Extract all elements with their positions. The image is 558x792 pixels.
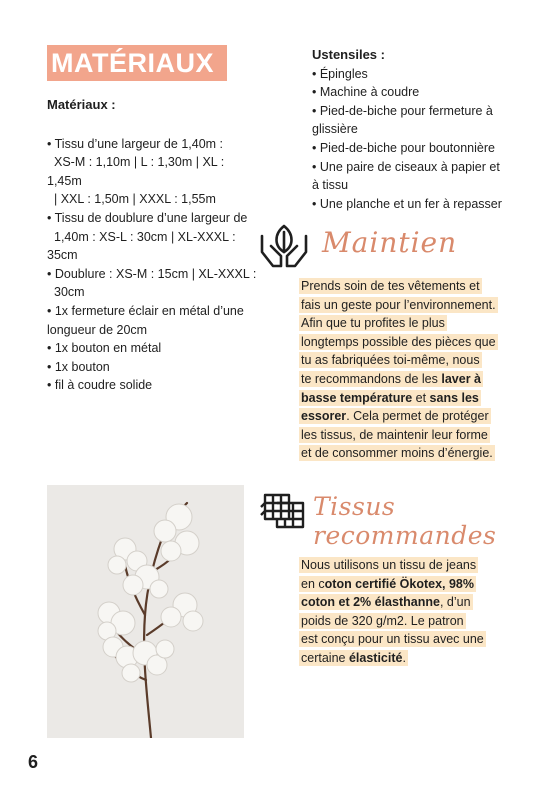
care-line xyxy=(299,390,481,406)
materials-line: • 1x bouton en métal xyxy=(47,341,162,356)
care-paragraph xyxy=(299,277,514,463)
fabric-line xyxy=(299,576,476,592)
materials-line: 1,45m xyxy=(47,173,82,188)
fabric-emphasis: oton certifié Ökotex, 98% xyxy=(324,576,474,591)
fabric-line: est conçu pour un tissu avec une xyxy=(301,632,484,647)
fabric-line: poids de 320 g/m2. Le patron xyxy=(301,613,464,628)
care-line: les tissus, de maintenir leur forme xyxy=(301,427,488,442)
tools-line: • Pied-de-biche pour boutonnière xyxy=(312,140,495,155)
materials-line: 35cm xyxy=(47,248,78,263)
care-text: et xyxy=(412,390,430,405)
tools-line: à tissu xyxy=(312,178,349,193)
fabric-text: en c xyxy=(301,576,325,591)
care-line xyxy=(299,408,491,424)
materials-line: • Tissu de doublure d’une largeur de xyxy=(47,210,248,225)
materials-line: | XXL : 1,50m | XXXL : 1,55m xyxy=(54,192,216,207)
tools-section xyxy=(312,46,522,213)
tools-line: • Épingles xyxy=(312,66,368,81)
materials-line: • fil à coudre solide xyxy=(47,378,153,393)
care-line: longtemps possible des pièces que xyxy=(301,334,496,349)
care-line: Afin que tu profites le plus xyxy=(301,316,445,331)
fabric-swatch-icon xyxy=(259,489,309,531)
care-line: et de consommer moins d’énergie. xyxy=(301,446,493,461)
care-emphasis: basse température xyxy=(301,390,413,405)
fabric-emphasis: coton et 2% élasthanne xyxy=(301,595,440,610)
care-emphasis: essorer xyxy=(301,409,347,424)
fabric-line xyxy=(299,650,408,666)
tools-heading: Ustensiles : xyxy=(312,47,385,62)
care-line: Prends soin de tes vêtements et xyxy=(301,279,480,293)
materials-line: • Doublure : XS-M : 15cm | XL-XXXL : xyxy=(47,266,257,281)
care-heading: Maintien xyxy=(322,226,458,259)
materials-heading: Matériaux : xyxy=(47,97,116,112)
care-line xyxy=(299,371,483,387)
care-emphasis: laver à xyxy=(441,371,481,386)
fabric-line xyxy=(299,594,473,610)
tools-line: • Une paire de ciseaux à papier et xyxy=(312,159,500,174)
fabric-line: Nous utilisons un tissu de jeans xyxy=(301,558,477,572)
tools-line: • Machine à coudre xyxy=(312,85,420,100)
materials-line: • Tissu d’une largeur de 1,40m : xyxy=(47,136,224,151)
materials-line: longueur de 20cm xyxy=(47,322,148,337)
materials-section xyxy=(47,96,257,395)
fabric-paragraph xyxy=(299,556,509,668)
care-line: fais un geste pour l’environnement. xyxy=(301,297,496,312)
fabric-text: certaine xyxy=(301,650,349,665)
care-text: te recommandons de les xyxy=(301,371,442,386)
tools-line: • Une planche et un fer à repasser xyxy=(312,196,502,211)
cotton-photo xyxy=(47,485,244,738)
cotton-branch-illustration xyxy=(47,485,244,738)
materials-line: • 1x bouton xyxy=(47,359,110,374)
materials-line: 30cm xyxy=(54,285,85,300)
materials-line: • 1x fermeture éclair en métal d’une xyxy=(47,303,244,318)
care-line: tu as fabriquées toi-même, nous xyxy=(301,353,480,368)
hands-leaf-icon xyxy=(259,222,309,272)
page-number: 6 xyxy=(28,752,39,772)
fabric-emphasis: élasticité xyxy=(348,650,403,665)
tools-line: • Pied-de-biche pour fermeture à xyxy=(312,103,493,118)
fabric-text: , d’un xyxy=(439,595,471,610)
care-emphasis: sans les xyxy=(429,390,479,405)
fabric-text: . xyxy=(402,650,406,665)
tools-line: glissière xyxy=(312,122,358,137)
care-text: . Cela permet de protéger xyxy=(346,409,489,424)
page-title: MATÉRIAUX xyxy=(47,45,227,81)
materials-line: XS-M : 1,10m | L : 1,30m | XL : xyxy=(54,155,225,170)
fabric-heading: Tissus recommandes xyxy=(313,492,497,550)
materials-line: 1,40m : XS-L : 30cm | XL-XXXL : xyxy=(54,229,236,244)
